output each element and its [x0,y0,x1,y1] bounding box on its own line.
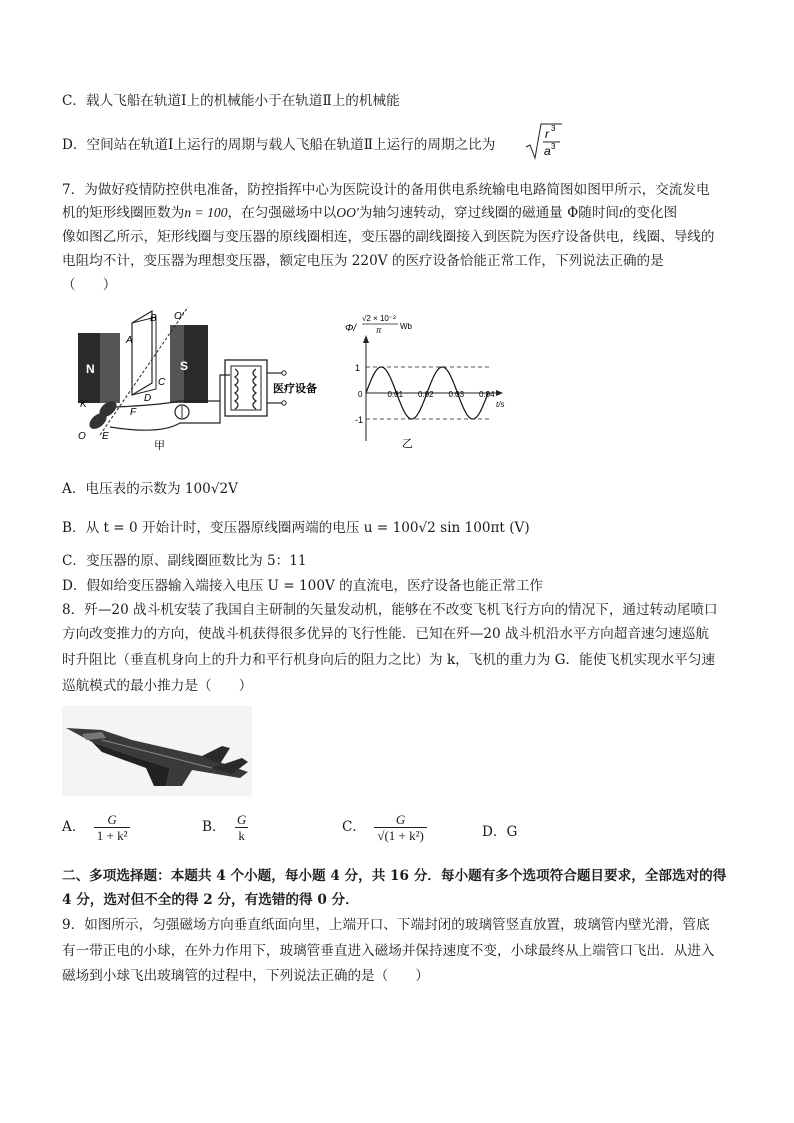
q8-option-a [62,812,134,843]
axis-label-o-prime: O′ [174,311,184,322]
y-tick-label: -1 [355,415,364,425]
q7-option-d: D．假如给变压器输入端接入电压 U = 100V 的直流电，医疗设备也能正常工作 [62,578,544,594]
x-tick-label: 0.03 [448,390,465,399]
q8-option-b [202,812,253,843]
svg-text:3: 3 [551,142,556,151]
axis-label-o: O [78,431,86,442]
y-axis-label: Φ/ [345,323,357,334]
q7-line1: 7．为做好疫情防控供电准备，防控指挥中心为医院设计的备用供电系统输电电路简图如图甲所示，交流发电 [62,182,710,198]
q8-option-b-label: B． [202,819,226,835]
figure-yi-caption: 乙 [402,438,413,450]
coil-label-a: A [126,335,133,346]
q6-option-c: C．载人飞船在轨道Ⅰ上的机械能小于在轨道Ⅱ上的机械能 [62,93,400,109]
q7-axis: OO′ [336,205,359,220]
q7-option-a: A．电压表的示数为 100√2V [62,481,238,497]
svg-text:r: r [545,127,549,141]
fraction-a [94,812,131,843]
x-tick-label: 0.04 [479,390,495,399]
device-label: 医疗设备 [273,383,317,395]
svg-text:a: a [544,144,551,158]
q9-line3: 磁场到小球飞出玻璃管的过程中，下列说法正确的是（ ） [62,968,430,984]
q7-line2-part: ，在匀强磁场中以 [227,205,337,221]
q7-line2 [62,203,677,223]
y-unit-numerator: √2 × 10⁻² [362,314,396,323]
fraction-b [234,812,249,843]
q7-line3: 像如图乙所示，矩形线圈与变压器的原线圈相连，变压器的副线圈接入到医院为医疗设备供电，线圈、导线的 [62,229,715,245]
q7-line2-part: 为轴匀速转动，穿过线圈的磁通量 Φ随时间 [358,205,620,221]
q9-line1: 9．如图所示，匀强磁场方向垂直纸面向里，上端开口、下端封闭的玻璃管竖直放置，玻璃管内壁光滑，管底 [62,917,710,933]
y-unit-denominator: π [376,326,382,335]
q7-line2-part: 机的矩形线圈匝数为 [62,205,185,221]
x-axis-label: t/s [496,400,505,409]
brush-label-e: E [102,431,109,442]
q8-option-a-label: A． [62,819,86,835]
q8-option-d: D．G [482,824,518,840]
q8-option-c-label: C． [342,819,366,835]
fraction-b-num: G [236,812,247,827]
q6-option-d-text: D．空间站在轨道Ⅰ上运行的周期与载人飞船在轨道Ⅱ上运行的周期之比为 [62,137,496,153]
fraction-c [374,812,427,843]
fraction-a-den: 1 + k² [94,827,131,843]
svg-text:3: 3 [551,124,556,133]
coil-label-c: C [158,377,166,388]
fraction-b-den: k [235,827,248,843]
fraction-c-num: G [395,812,406,827]
figure-jia-generator [70,305,340,455]
x-tick-label: 0.01 [387,390,404,399]
section2-heading-line2: 4 分，选对但不全的得 2 分，有选错的得 0 分． [62,892,359,908]
q8-line3: 时升阻比（垂直机身向上的升力和平行机身向后的阻力之比）为 k，飞机的重力为 G．能使飞机实现水平匀速 [62,652,716,668]
q8-line2: 方向改变推力的方向，使战斗机获得很多优异的飞行性能．已知在歼—20 战斗机沿水平方向超音速匀速巡航 [62,626,709,642]
coil-label-d: D [144,393,152,404]
y-tick-label: 1 [355,363,361,373]
q7-paren: （ ） [62,277,117,293]
fraction-c-den: √(1 + k²) [374,827,427,843]
coil-label-b: B [150,313,157,324]
q8-line1: 8．歼—20 战斗机安装了我国自主研制的矢量发动机，能够在不改变飞机飞行方向的情况下，通过转动尾喷口 [62,602,718,618]
q7-t: t [619,205,623,220]
fraction-a-num: G [107,812,117,827]
y-axis-arrow [363,335,369,343]
q7-line2-part: 的变化图 [622,205,678,221]
origin-label: 0 [358,390,363,399]
magnet-n-label: N [86,362,95,376]
q8-line4: 巡航模式的最小推力是（ ） [62,678,253,694]
figure-jia-caption: 甲 [154,440,165,452]
brush-label-k: K [80,399,87,410]
y-unit: Wb [400,322,412,331]
q7-line4: 电阻均不计，变压器为理想变压器，额定电压为 220V 的医疗设备恰能正常工作，下列说法正确的是 [62,253,664,269]
q7-option-c: C．变压器的原、副线圈匝数比为 5：11 [62,553,307,569]
x-axis-arrow [496,390,503,396]
x-tick-label: 0.02 [418,390,434,399]
magnet-s-label: S [180,359,189,373]
q6-option-d [62,124,556,158]
q8-option-c [342,812,431,843]
brush-label-f: F [130,407,137,418]
fighter-jet-image [62,706,252,796]
section2-heading-line1: 二、多项选择题：本题共 4 个小题，每小题 4 分，共 16 分．每小题有多个选项符合题目要求，全部选对的得 [62,868,727,884]
q7-option-b: B．从 t = 0 开始计时，变压器原线圈两端的电压 u = 100√2 sin 100πt (V) [62,520,530,536]
sqrt-ratio-formula [524,121,564,161]
q7-turns: n = 100 [184,205,228,220]
figure-yi-flux-chart [340,305,520,455]
q9-line2: 有一带正电的小球，在外力作用下，玻璃管垂直进入磁场并保持速度不变，小球最终从上端管口飞出．从进入 [62,943,715,959]
